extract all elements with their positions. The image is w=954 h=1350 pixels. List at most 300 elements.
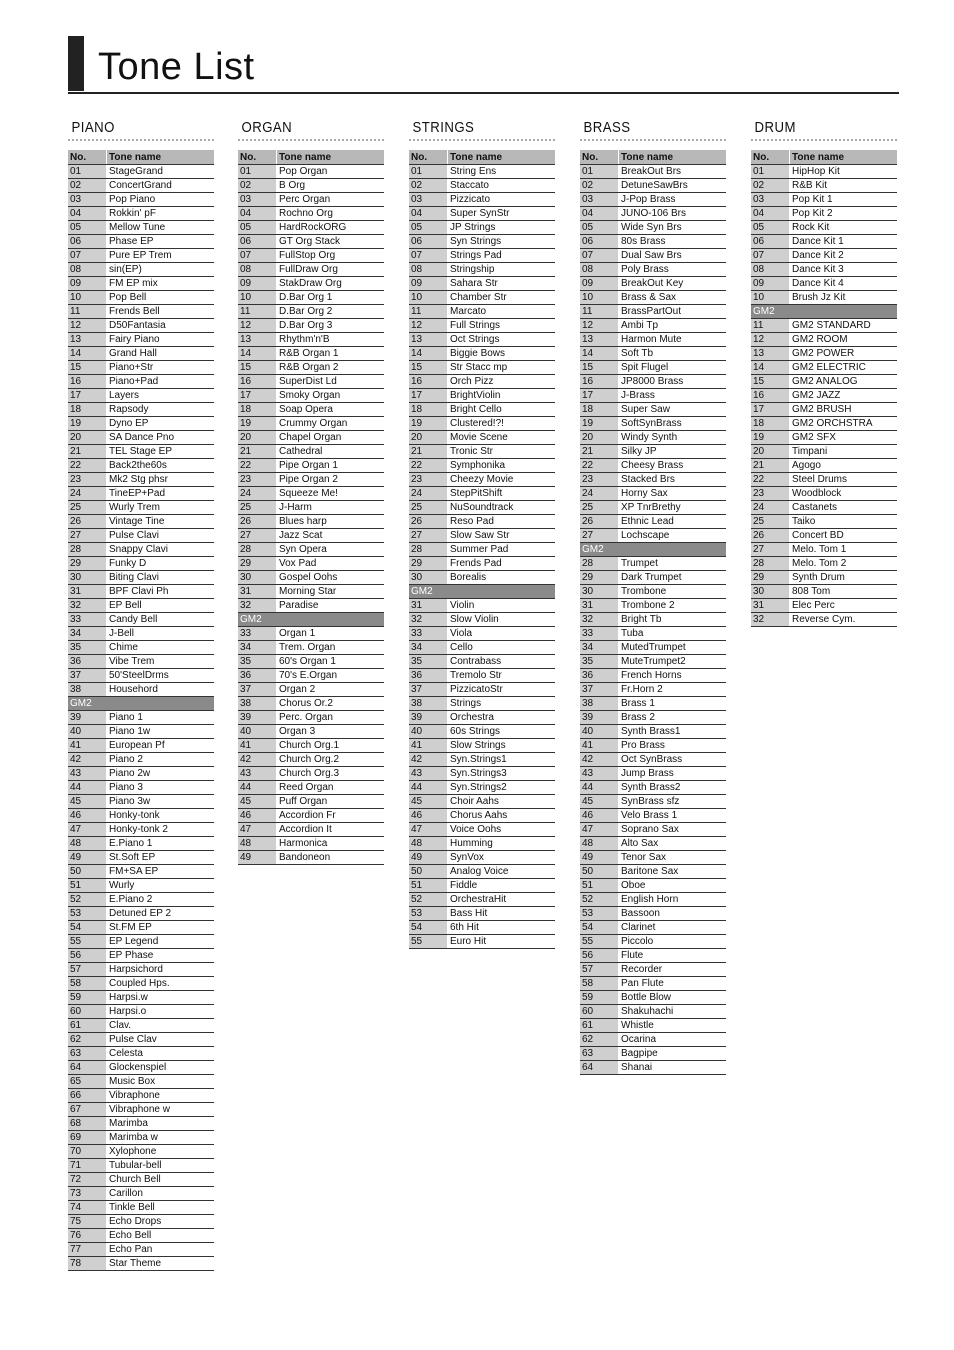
tone-name: Clav.	[107, 1019, 215, 1033]
tone-name: FM+SA EP	[107, 865, 215, 879]
table-row	[580, 417, 726, 431]
tone-number: 31	[580, 599, 619, 613]
tone-name: Smoky Organ	[277, 389, 385, 403]
tone-name: Bagpipe	[619, 1047, 727, 1061]
tone-name: Recorder	[619, 963, 727, 977]
tone-number: 16	[409, 375, 448, 389]
tone-name: Whistle	[619, 1019, 727, 1033]
table-row	[68, 809, 214, 823]
tone-number: 08	[580, 263, 619, 277]
tone-number: 17	[751, 403, 790, 417]
tone-name: Cello	[448, 641, 556, 655]
tone-number: 14	[580, 347, 619, 361]
tone-name: EP Bell	[107, 599, 215, 613]
tone-name: 60s Strings	[448, 725, 556, 739]
tone-name: FullDraw Org	[277, 263, 385, 277]
table-row	[238, 333, 384, 347]
tone-name: Harpsi.w	[107, 991, 215, 1005]
table-row	[580, 361, 726, 375]
tone-name: Church Org.1	[277, 739, 385, 753]
tone-name: Back2the60s	[107, 459, 215, 473]
tone-name: GM2 ORCHSTRA	[790, 417, 898, 431]
tone-number: 07	[580, 249, 619, 263]
tone-number: 15	[238, 361, 277, 375]
tone-name: 60's Organ 1	[277, 655, 385, 669]
tone-name: Strings	[448, 697, 556, 711]
tone-number: 48	[580, 837, 619, 851]
table-row	[238, 851, 384, 865]
tone-number: 43	[238, 767, 277, 781]
tone-name: SoftSynBrass	[619, 417, 727, 431]
tone-name: Pop Bell	[107, 291, 215, 305]
tone-name: Wide Syn Brs	[619, 221, 727, 235]
tone-name: Harpsi.o	[107, 1005, 215, 1019]
table-row	[409, 753, 555, 767]
tone-number: 46	[409, 809, 448, 823]
tone-name: Reso Pad	[448, 515, 556, 529]
tone-number: 22	[751, 473, 790, 487]
tone-table	[68, 150, 214, 1271]
table-row	[751, 445, 897, 459]
table-row	[409, 389, 555, 403]
table-row	[238, 767, 384, 781]
tone-name: BrightViolin	[448, 389, 556, 403]
tone-name: Brass 1	[619, 697, 727, 711]
table-row	[238, 389, 384, 403]
tone-name: Tuba	[619, 627, 727, 641]
tone-number: 37	[580, 683, 619, 697]
tone-name: Orchestra	[448, 711, 556, 725]
table-row	[580, 879, 726, 893]
table-row	[751, 431, 897, 445]
tone-number: 46	[238, 809, 277, 823]
tone-name: Trombone	[619, 585, 727, 599]
table-row	[409, 711, 555, 725]
header-tone-name: Tone name	[107, 150, 215, 165]
tone-number: 23	[409, 473, 448, 487]
tone-name: Syn Strings	[448, 235, 556, 249]
table-row	[68, 1173, 214, 1187]
table-row	[580, 1047, 726, 1061]
tone-number: 19	[68, 417, 107, 431]
tone-name: GM2 BRUSH	[790, 403, 898, 417]
tone-number: 29	[751, 571, 790, 585]
tone-name: 50'SteelDrms	[107, 669, 215, 683]
table-row	[68, 417, 214, 431]
table-row	[409, 739, 555, 753]
tone-name: Melo. Tom 1	[790, 543, 898, 557]
table-row	[68, 711, 214, 725]
table-row	[409, 795, 555, 809]
tone-number: 48	[238, 837, 277, 851]
tone-number: 42	[580, 753, 619, 767]
tone-name: Reed Organ	[277, 781, 385, 795]
tone-number: 47	[409, 823, 448, 837]
tone-name: Trombone 2	[619, 599, 727, 613]
table-header-row	[68, 150, 214, 165]
tone-name: Cheesy Brass	[619, 459, 727, 473]
dotted-rule	[751, 139, 897, 141]
table-row	[751, 557, 897, 571]
section-drum	[751, 118, 897, 627]
tone-number: 12	[238, 319, 277, 333]
section-title: ORGAN	[241, 119, 293, 136]
tone-name: Pulse Clav	[107, 1033, 215, 1047]
table-row	[580, 445, 726, 459]
tone-number: 33	[68, 613, 107, 627]
tone-name: Brass 2	[619, 711, 727, 725]
tone-name: Trem. Organ	[277, 641, 385, 655]
table-row	[68, 445, 214, 459]
tone-name: Staccato	[448, 179, 556, 193]
tone-number: 30	[409, 571, 448, 585]
tone-number: 13	[68, 333, 107, 347]
tone-name: Str Stacc mp	[448, 361, 556, 375]
group-label: GM2	[68, 697, 214, 711]
tone-name: GM2 SFX	[790, 431, 898, 445]
table-row	[751, 249, 897, 263]
tone-number: 20	[580, 431, 619, 445]
table-row	[238, 277, 384, 291]
tone-number: 40	[238, 725, 277, 739]
table-row	[68, 837, 214, 851]
table-row	[68, 963, 214, 977]
tone-number: 35	[68, 641, 107, 655]
table-row	[751, 459, 897, 473]
tone-name: Frends Bell	[107, 305, 215, 319]
tone-number: 10	[238, 291, 277, 305]
tone-name: Bassoon	[619, 907, 727, 921]
tone-name: TineEP+Pad	[107, 487, 215, 501]
tone-number: 19	[580, 417, 619, 431]
table-row	[68, 1019, 214, 1033]
tone-name: Orch Pizz	[448, 375, 556, 389]
tone-number: 41	[68, 739, 107, 753]
tone-number: 42	[238, 753, 277, 767]
tone-number: 08	[409, 263, 448, 277]
table-row	[238, 207, 384, 221]
tone-name: Carillon	[107, 1187, 215, 1201]
table-row	[68, 879, 214, 893]
tone-number: 40	[409, 725, 448, 739]
table-row	[409, 557, 555, 571]
tone-name: Strings Pad	[448, 249, 556, 263]
tone-name: Cathedral	[277, 445, 385, 459]
tone-name: Shakuhachi	[619, 1005, 727, 1019]
tone-name: Pop Kit 2	[790, 207, 898, 221]
tone-number: 12	[409, 319, 448, 333]
tone-name: Church Bell	[107, 1173, 215, 1187]
table-row	[409, 249, 555, 263]
header-no: No.	[580, 150, 619, 165]
tone-number: 35	[580, 655, 619, 669]
table-row	[238, 655, 384, 669]
tone-name: Layers	[107, 389, 215, 403]
group-row	[68, 697, 214, 711]
table-row	[68, 893, 214, 907]
table-row	[68, 473, 214, 487]
tone-name: Dark Trumpet	[619, 571, 727, 585]
group-label: GM2	[580, 543, 726, 557]
tone-name: Biggie Bows	[448, 347, 556, 361]
tone-number: 37	[238, 683, 277, 697]
table-row	[409, 459, 555, 473]
table-row	[580, 473, 726, 487]
tone-number: 13	[751, 347, 790, 361]
tone-number: 31	[751, 599, 790, 613]
tone-number: 32	[68, 599, 107, 613]
tone-number: 06	[238, 235, 277, 249]
tone-name: Puff Organ	[277, 795, 385, 809]
table-row	[580, 585, 726, 599]
tone-number: 38	[68, 683, 107, 697]
tone-number: 73	[68, 1187, 107, 1201]
tone-number: 39	[409, 711, 448, 725]
tone-number: 44	[68, 781, 107, 795]
table-row	[68, 165, 214, 179]
tone-name: Perc Organ	[277, 193, 385, 207]
tone-name: Echo Drops	[107, 1215, 215, 1229]
tone-number: 45	[580, 795, 619, 809]
table-row	[580, 613, 726, 627]
tone-number: 14	[409, 347, 448, 361]
table-row	[409, 431, 555, 445]
tone-name: Bottle Blow	[619, 991, 727, 1005]
tone-number: 19	[409, 417, 448, 431]
table-row	[580, 291, 726, 305]
tone-name: SynVox	[448, 851, 556, 865]
tone-number: 57	[68, 963, 107, 977]
group-label: GM2	[409, 585, 555, 599]
tone-name: Chamber Str	[448, 291, 556, 305]
table-row	[751, 207, 897, 221]
tone-number: 34	[68, 627, 107, 641]
tone-table	[751, 150, 897, 627]
tone-number: 13	[580, 333, 619, 347]
table-row	[409, 235, 555, 249]
tone-number: 52	[580, 893, 619, 907]
tone-number: 28	[409, 543, 448, 557]
table-row	[68, 977, 214, 991]
tone-number: 17	[238, 389, 277, 403]
tone-number: 17	[68, 389, 107, 403]
tone-name: Analog Voice	[448, 865, 556, 879]
tone-name: Echo Pan	[107, 1243, 215, 1257]
table-row	[68, 291, 214, 305]
tone-name: Pop Organ	[277, 165, 385, 179]
tone-name: Fairy Piano	[107, 333, 215, 347]
tone-name: Syn.Strings2	[448, 781, 556, 795]
tone-number: 18	[238, 403, 277, 417]
table-row	[409, 347, 555, 361]
header-no: No.	[751, 150, 790, 165]
tone-number: 05	[68, 221, 107, 235]
table-row	[68, 1005, 214, 1019]
tone-number: 25	[580, 501, 619, 515]
tone-name: St.Soft EP	[107, 851, 215, 865]
table-row	[68, 543, 214, 557]
table-row	[409, 571, 555, 585]
tone-name: Pipe Organ 1	[277, 459, 385, 473]
tone-number: 18	[751, 417, 790, 431]
tone-name: R&B Organ 2	[277, 361, 385, 375]
tone-number: 32	[751, 613, 790, 627]
tone-name: Voice Oohs	[448, 823, 556, 837]
tone-number: 15	[751, 375, 790, 389]
tone-number: 11	[68, 305, 107, 319]
tone-name: Funky D	[107, 557, 215, 571]
table-row	[409, 697, 555, 711]
table-row	[68, 781, 214, 795]
table-row	[68, 907, 214, 921]
table-row	[68, 795, 214, 809]
tone-number: 24	[238, 487, 277, 501]
tone-number: 02	[238, 179, 277, 193]
tone-name: Piano 1w	[107, 725, 215, 739]
tone-name: Lochscape	[619, 529, 727, 543]
table-row	[238, 165, 384, 179]
tone-number: 54	[409, 921, 448, 935]
table-row	[580, 963, 726, 977]
tone-number: 64	[580, 1061, 619, 1075]
table-row	[580, 809, 726, 823]
tone-number: 26	[580, 515, 619, 529]
table-row	[68, 319, 214, 333]
tone-name: Piano 2	[107, 753, 215, 767]
tone-number: 03	[68, 193, 107, 207]
table-row	[580, 571, 726, 585]
table-row	[68, 1075, 214, 1089]
table-row	[68, 991, 214, 1005]
tone-number: 20	[409, 431, 448, 445]
tone-number: 26	[68, 515, 107, 529]
table-row	[68, 739, 214, 753]
tone-number: 27	[238, 529, 277, 543]
table-row	[238, 515, 384, 529]
tone-number: 16	[68, 375, 107, 389]
tone-name: Steel Drums	[790, 473, 898, 487]
tone-name: Castanets	[790, 501, 898, 515]
tone-name: Chapel Organ	[277, 431, 385, 445]
tone-name: Frends Pad	[448, 557, 556, 571]
table-row	[751, 193, 897, 207]
table-row	[68, 949, 214, 963]
tone-number: 49	[409, 851, 448, 865]
tone-name: Syn.Strings1	[448, 753, 556, 767]
tone-number: 36	[68, 655, 107, 669]
tone-number: 02	[580, 179, 619, 193]
tone-name: Piano+Pad	[107, 375, 215, 389]
header-tone-name: Tone name	[448, 150, 556, 165]
tone-name: 6th Hit	[448, 921, 556, 935]
tone-number: 53	[68, 907, 107, 921]
tone-number: 29	[68, 557, 107, 571]
tone-table	[409, 150, 555, 949]
tone-number: 18	[68, 403, 107, 417]
tone-number: 04	[68, 207, 107, 221]
tone-number: 10	[409, 291, 448, 305]
dotted-rule	[238, 139, 384, 141]
table-row	[238, 501, 384, 515]
section-strings	[409, 118, 555, 949]
tone-name: Synth Brass2	[619, 781, 727, 795]
table-row	[68, 613, 214, 627]
tone-name: Music Box	[107, 1075, 215, 1089]
table-row	[238, 837, 384, 851]
tone-name: Harmon Mute	[619, 333, 727, 347]
tone-number: 07	[409, 249, 448, 263]
tone-number: 27	[68, 529, 107, 543]
table-row	[68, 347, 214, 361]
table-row	[409, 221, 555, 235]
table-row	[409, 515, 555, 529]
table-row	[238, 809, 384, 823]
table-row	[409, 263, 555, 277]
tone-number: 50	[68, 865, 107, 879]
tone-name: HardRockORG	[277, 221, 385, 235]
tone-name: Humming	[448, 837, 556, 851]
tone-number: 36	[238, 669, 277, 683]
table-row	[751, 613, 897, 627]
table-row	[238, 725, 384, 739]
tone-number: 39	[238, 711, 277, 725]
tone-number: 53	[409, 907, 448, 921]
table-row	[409, 627, 555, 641]
tone-name: E.Piano 2	[107, 893, 215, 907]
table-row	[238, 445, 384, 459]
tone-name: Oct Strings	[448, 333, 556, 347]
table-row	[238, 473, 384, 487]
table-row	[580, 1019, 726, 1033]
tone-name: Harpsichord	[107, 963, 215, 977]
table-row	[68, 235, 214, 249]
table-row	[238, 711, 384, 725]
tone-number: 11	[580, 305, 619, 319]
tone-name: Contrabass	[448, 655, 556, 669]
tone-name: Tenor Sax	[619, 851, 727, 865]
tone-number: 48	[409, 837, 448, 851]
table-row	[409, 277, 555, 291]
tone-name: Flute	[619, 949, 727, 963]
table-row	[238, 781, 384, 795]
table-row	[238, 739, 384, 753]
table-row	[238, 235, 384, 249]
header-no: No.	[68, 150, 107, 165]
table-row	[751, 165, 897, 179]
tone-name: Horny Sax	[619, 487, 727, 501]
tone-number: 04	[751, 207, 790, 221]
tone-name: StakDraw Org	[277, 277, 385, 291]
tone-number: 60	[580, 1005, 619, 1019]
tone-name: Perc. Organ	[277, 711, 385, 725]
tone-name: Piano 2w	[107, 767, 215, 781]
tone-number: 02	[68, 179, 107, 193]
table-row	[68, 305, 214, 319]
tone-number: 75	[68, 1215, 107, 1229]
table-row	[409, 613, 555, 627]
tone-name: Jazz Scat	[277, 529, 385, 543]
tone-name: Melo. Tom 2	[790, 557, 898, 571]
group-row	[751, 305, 897, 319]
tone-name: Fiddle	[448, 879, 556, 893]
table-row	[68, 1047, 214, 1061]
tone-name: English Horn	[619, 893, 727, 907]
table-row	[409, 837, 555, 851]
tone-number: 18	[580, 403, 619, 417]
tone-name: Synth Brass1	[619, 725, 727, 739]
tone-number: 55	[68, 935, 107, 949]
table-row	[68, 375, 214, 389]
